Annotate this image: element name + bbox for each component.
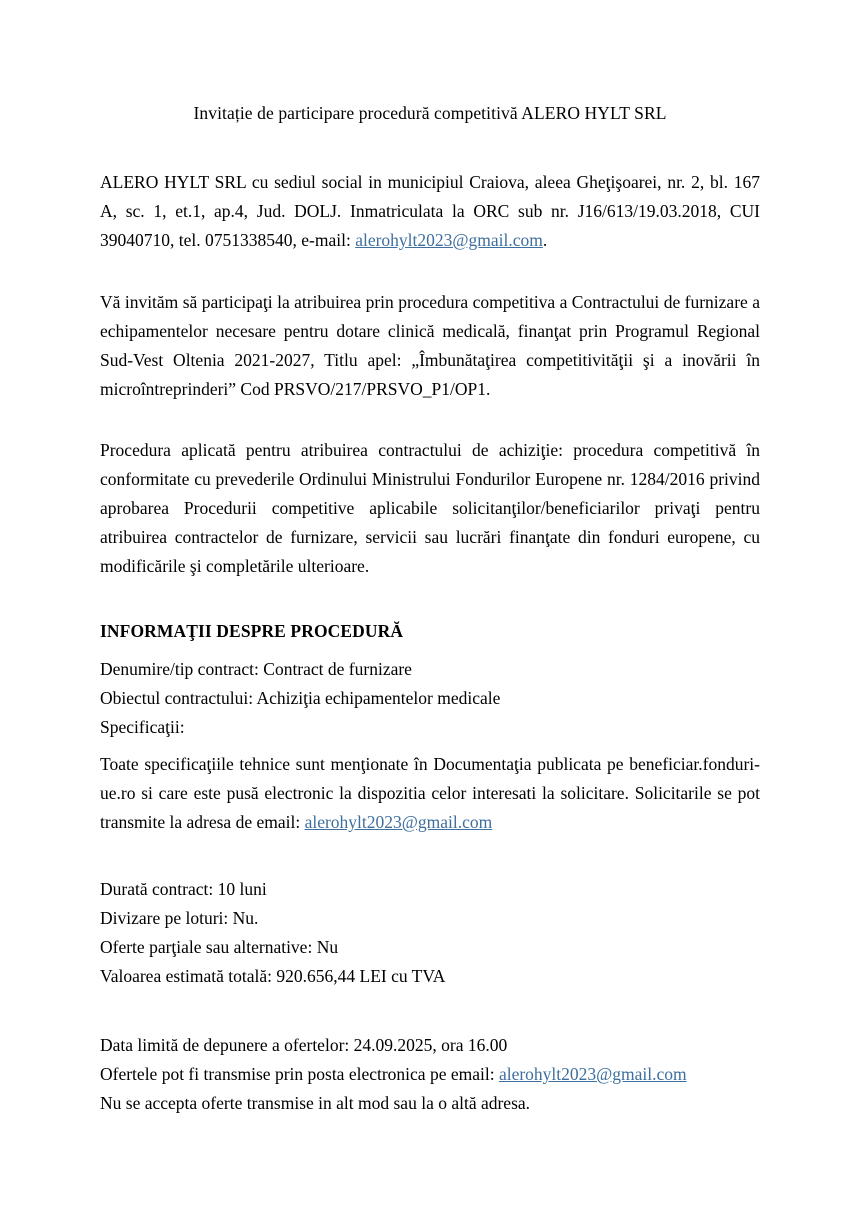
submission-text: Ofertele pot fi transmise prin posta electronica pe email: [100,1064,499,1084]
specifications-text: Toate specificaţiile tehnice sunt menţionate în Documentaţia publicata pe beneficiar.fonduri-ue.ro si care este pusă electronic la dispozitia celor interesati la solicitare. Solicitarile se pot transmite la adresa de email: [100,754,760,832]
paragraph-identification [100,168,760,255]
identification-period: . [542,230,548,250]
section-heading-procedure-info: INFORMAŢII DESPRE PROCEDURĂ [100,621,404,641]
email-link-submission[interactable]: alerohylt2023@gmail.com [498,1064,687,1084]
page-title: Invitație de participare procedură competitivă ALERO HYLT SRL [193,103,667,123]
paragraph-specifications [100,750,760,837]
field-refusal-note: Nu se accepta oferte transmise in alt mod sau la o altă adresa. [100,1093,531,1113]
field-deadline: Data limită de depunere a ofertelor: 24.09.2025, ora 16.00 [100,1035,508,1055]
field-partial-offers: Oferte parţiale sau alternative: Nu [100,937,339,957]
paragraph-procedure-basis: Procedura aplicată pentru atribuirea contractului de achiziţie: procedura competitivă în conformitate cu prevederile Ordinului Ministrului Fondurilor Europene nr. 1284/2016 privind aprobarea Procedurii competitive aplicabile solicitanţilor/beneficiarilor privaţi pentru atribuirea contractelor de furnizare, servicii sau lucrări finanţate din fonduri europene, cu modificările şi completările ulterioare. [100,440,760,576]
field-contract-type: Denumire/tip contract: Contract de furnizare [100,659,412,679]
field-estimated-value: Valoarea estimată totală: 920.656,44 LEI cu TVA [100,966,446,986]
field-contract-object: Obiectul contractului: Achiziţia echipamentelor medicale [100,688,501,708]
email-link-specifications[interactable]: alerohylt2023@gmail.com [304,812,493,832]
field-lots: Divizare pe loturi: Nu. [100,908,259,928]
paragraph-invitation: Vă invităm să participaţi la atribuirea prin procedura competitiva a Contractului de furnizare a echipamentelor necesare pentru dotare clinică medicală, finanţat prin Programul Regional Sud-Vest Oltenia 2021-2027, Titlu apel: „Îmbunătaţirea competitivităţii şi a inovării în microîntreprinderi” Cod PRSVO/217/PRSVO_P1/OP1. [100,292,760,399]
document-body [100,0,760,1118]
field-duration: Durată contract: 10 luni [100,879,267,899]
field-specifications-label: Specificaţii: [100,717,185,737]
email-link-identification[interactable]: alerohylt2023@gmail.com [355,230,543,250]
identification-text: ALERO HYLT SRL cu sediul social in municipiul Craiova, aleea Gheţişoarei, nr. 2, bl. 167 A, sc. 1, et.1, ap.4, Jud. DOLJ. Inmatriculata la ORC sub nr. J16/613/19.03.2018, CUI 39040710, tel. 0751338540, e-mail: [100,172,760,250]
field-submission-method [100,1060,760,1089]
